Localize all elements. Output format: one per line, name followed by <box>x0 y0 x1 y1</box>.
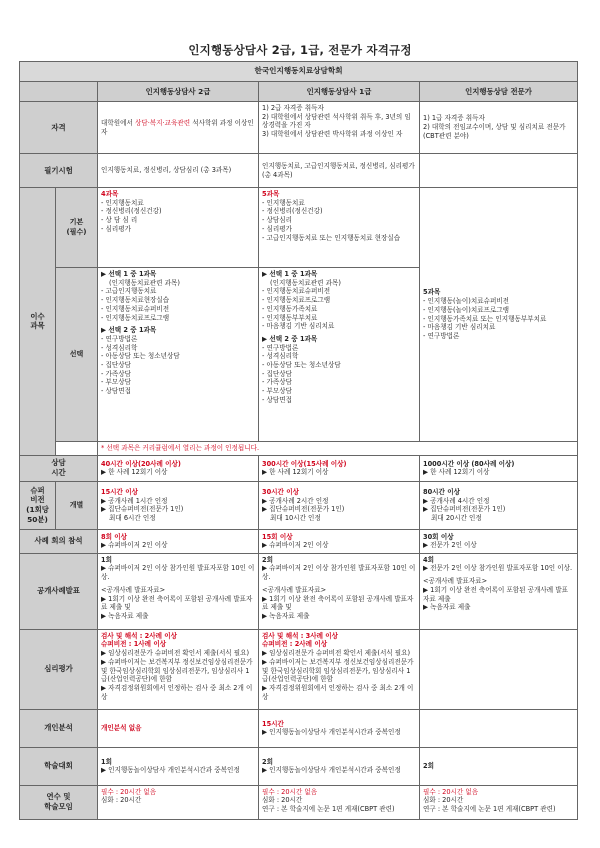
course-item: - 인지행동치료 <box>262 198 305 207</box>
supervision-detail: ▶ 집단슈퍼비전(전문가 1인) <box>101 505 184 514</box>
qual-item: 1) 2급 자격증 취득자 <box>262 104 324 112</box>
supervision-detail: ▶ 집단슈퍼비전(전문가 1인) <box>423 505 506 514</box>
counsel-hours: 1000시간 이상 (80사례 이상) <box>423 459 515 468</box>
conference-level2 <box>98 747 259 785</box>
course-item: - 인지행동치료프로그램 <box>101 313 170 322</box>
meeting-detail: ▶ 전문가 2인 이상 <box>423 541 477 550</box>
assessment-expert <box>420 629 578 709</box>
qual-text-highlight: 상담·복지·교육관련 <box>134 118 191 127</box>
course-item: - 고급인지행동치료 <box>101 287 157 296</box>
assessment-row <box>20 629 578 709</box>
exam-level1: 인지행동치료, 고급인지행동치료, 정신병리, 심리평가 (총 4과목) <box>259 154 420 188</box>
research-label-line1: 연수 및 <box>46 792 71 802</box>
course-item: - 정신병리(정신건강) <box>101 207 162 216</box>
courses-label-line1: 이수 <box>30 311 45 321</box>
qualification-level2 <box>98 102 259 154</box>
analysis-label: 개인분석 <box>20 709 98 747</box>
presentation-level1 <box>259 553 420 629</box>
course-item: - 심리평가 <box>262 224 292 233</box>
counsel-level2 <box>98 455 259 481</box>
presentation-level2 <box>98 553 259 629</box>
research-level1 <box>259 785 420 819</box>
elective-group-title: ▶ 선택 2 중 1과목 <box>101 326 157 335</box>
assessment-requirement: 검사 및 해석 : 3사례 이상 <box>262 631 339 640</box>
org-row <box>20 62 578 82</box>
elective-note-row <box>20 442 578 456</box>
presentation-count: 4회 <box>423 555 434 564</box>
supervision-label <box>20 481 56 529</box>
presentation-count: 2회 <box>262 555 273 564</box>
presentation-detail: ▶ 녹음자료 제출 <box>262 611 310 620</box>
course-item: - 집단상담 <box>262 369 292 378</box>
presentation-detail: ▶ 슈퍼바이저 2인 이상 참가인원 발표자포함 10인 이상. <box>101 564 255 582</box>
research-required: 필수 : 20시간 없음 <box>101 787 157 796</box>
course-item: - 인지행동치료슈퍼비전 <box>101 304 170 313</box>
supervision-expert <box>420 481 578 529</box>
counsel-label-line2: 시간 <box>51 468 66 478</box>
counsel-detail: ▶ 한 사례 12회기 이상 <box>101 468 168 477</box>
supervision-detail: ▶ 공개사례 4시간 인정 <box>423 496 490 505</box>
meeting-level1 <box>259 529 420 553</box>
qual-text-a: 대학원에서 <box>101 118 135 127</box>
basic-course-row <box>20 188 578 268</box>
course-item: - 집단상담 <box>101 361 131 370</box>
course-item: - 심리평가 <box>101 224 131 233</box>
presentation-detail: ▶ 녹음자료 제출 <box>101 611 149 620</box>
course-item: - 부모상담 <box>101 378 131 387</box>
course-item: - 인지행동(놀이)치료슈퍼비전 <box>423 297 510 306</box>
courses-expert <box>420 188 578 442</box>
supervision-label-line: (1회당 <box>26 505 49 515</box>
presentation-materials-title: <공개사례 발표자료> <box>423 577 488 586</box>
course-item: - 아동상담 또는 청소년상담 <box>101 352 180 361</box>
research-label-line2: 학술모임 <box>44 802 73 812</box>
elective-group-note: (인지행동치료관련 과목) <box>109 278 180 287</box>
assessment-detail: ▶ 임상심리전문가 슈퍼비전 확인서 제출(서식 필요) <box>101 649 250 658</box>
analysis-level1 <box>259 709 420 747</box>
supervision-level2 <box>98 481 259 529</box>
meeting-expert <box>420 529 578 553</box>
qualification-expert <box>420 102 578 154</box>
supervision-sub-label: 개별 <box>56 481 98 529</box>
elective-level1 <box>259 268 420 442</box>
course-item: - 가족상담 <box>101 369 131 378</box>
qualification-row <box>20 102 578 154</box>
assessment-level1 <box>259 629 420 709</box>
course-item: - 마음챙김 기반 심리치료 <box>262 322 335 331</box>
course-item: - 마음챙김 기반 심리치료 <box>423 323 496 332</box>
course-item: - 가족상담 <box>262 378 292 387</box>
supervision-label-line: 비전 <box>30 495 45 505</box>
header-expert: 인지행동상담 전문가 <box>420 82 578 102</box>
course-item: - 인지행동(놀이)치료프로그램 <box>423 305 510 314</box>
supervision-hours: 15시간 이상 <box>101 487 138 496</box>
basic-level2 <box>98 188 259 268</box>
counsel-hours: 40시간 이상(20사례 이상) <box>101 459 181 468</box>
course-item: - 성격심리학 <box>101 343 138 352</box>
elective-note: * 선택 과목은 커리큘럼에서 열리는 과정이 인정됩니다. <box>98 442 578 456</box>
analysis-expert <box>420 709 578 747</box>
exam-expert <box>420 154 578 188</box>
counsel-expert <box>420 455 578 481</box>
research-required: 필수 : 20시간 없음 <box>423 787 479 796</box>
assessment-requirement: 슈퍼비전 : 2사례 이상 <box>262 640 328 649</box>
presentation-detail: ▶ 1회기 이상 완전 축어록이 포함된 공개사례 발표자료 제출 <box>423 585 568 603</box>
courses-label-line2: 과목 <box>30 321 45 331</box>
exam-row <box>20 154 578 188</box>
course-item: - 아동상담 또는 청소년상담 <box>262 361 341 370</box>
conference-level1 <box>259 747 420 785</box>
course-item: - 인지행동치료현장실습 <box>101 296 170 305</box>
course-item: - 상담면접 <box>262 395 292 404</box>
basic-label-line2: (필수) <box>66 227 87 236</box>
meeting-level2 <box>98 529 259 553</box>
analysis-row <box>20 709 578 747</box>
assessment-level2 <box>98 629 259 709</box>
qualification-table <box>19 61 578 820</box>
course-item: - 성격심리학 <box>262 352 299 361</box>
assessment-detail: ▶ 슈퍼바이저는 보건복지부 정신보건임상심리전문가 및 한국임상심리학회 임상심리전문가, 임상심리사 1급(산업인력공단)에 한함 <box>262 657 414 684</box>
basic-label-line1: 기본 <box>69 218 84 227</box>
exam-level2: 인지행동치료, 정신병리, 상담심리 (총 3과목) <box>98 154 259 188</box>
qual-text-c: 석사학위 과정 이상인 자 <box>101 118 254 136</box>
supervision-level1 <box>259 481 420 529</box>
supervision-detail: 최대 6시간 인정 <box>109 513 156 522</box>
assessment-detail: ▶ 자격검정위원회에서 인정하는 검사 중 최소 2개 이상 <box>262 683 414 701</box>
presentation-materials-title: <공개사례 발표자료> <box>262 585 327 594</box>
assessment-detail: ▶ 자격검정위원회에서 인정하는 검사 중 최소 2개 이상 <box>101 683 253 701</box>
course-count: 5과목 <box>423 288 441 297</box>
course-item: - 부모상담 <box>262 387 292 396</box>
meeting-detail: ▶ 슈퍼바이저 2인 이상 <box>101 541 168 550</box>
presentation-expert <box>420 553 578 629</box>
counsel-label <box>20 455 98 481</box>
presentation-count: 1회 <box>101 555 112 564</box>
qual-item: 1) 1급 자격증 취득자 <box>423 114 485 123</box>
presentation-detail: ▶ 녹음자료 제출 <box>423 603 471 612</box>
presentation-row <box>20 553 578 629</box>
elective-group-title: ▶ 선택 2 중 1과목 <box>262 334 318 343</box>
conference-count: 2회 <box>262 757 273 766</box>
research-expert <box>420 785 578 819</box>
meeting-count: 8회 이상 <box>101 532 127 541</box>
presentation-materials-title: <공개사례 발표자료> <box>101 585 166 594</box>
research-required: 필수 : 20시간 없음 <box>262 787 318 796</box>
meeting-label: 사례 회의 참석 <box>20 529 98 553</box>
presentation-detail: ▶ 1회기 이상 완전 축어록이 포함된 공개사례 발표자료 제출 및 <box>262 594 414 612</box>
conference-detail: ▶ 인지행동놀이상담사 개인분석시간과 중복인정 <box>101 766 240 775</box>
supervision-label-line: 슈퍼 <box>30 485 45 495</box>
research-paper: 연구 : 본 학술지에 논문 1편 게재(CBPT 관련) <box>262 805 395 814</box>
exam-label: 필기시험 <box>20 154 98 188</box>
supervision-detail: 최대 10시간 인정 <box>270 513 321 522</box>
qual-item: 2) 대학원에서 상담관련 석사학위 취득 후, 3년의 임상경력을 가진 자 <box>262 112 411 130</box>
supervision-detail: ▶ 집단슈퍼비전(전문가 1인) <box>262 505 345 514</box>
analysis-detail: ▶ 인지행동놀이상담사 개인분석시간과 중복인정 <box>262 728 401 737</box>
header-level1: 인지행동상담사 1급 <box>259 82 420 102</box>
course-item: - 인지행동치료프로그램 <box>262 296 331 305</box>
header-blank <box>20 82 98 102</box>
counsel-hours: 300시간 이상(15사례 이상) <box>262 459 347 468</box>
assessment-requirement: 슈퍼비전 : 1사례 이상 <box>101 640 167 649</box>
course-item: - 상담심리 <box>262 216 292 225</box>
counsel-label-line1: 상담 <box>51 458 66 468</box>
assessment-requirement: 검사 및 해석 : 2사례 이상 <box>101 631 178 640</box>
course-item: - 고급인지행동치료 또는 인지행동치료 현장실습 <box>262 233 401 242</box>
course-count: 4과목 <box>101 190 119 198</box>
conference-label: 학술대회 <box>20 747 98 785</box>
conference-count: 1회 <box>101 757 112 766</box>
research-label <box>20 785 98 819</box>
elective-label: 선택 <box>56 268 98 442</box>
counsel-level1 <box>259 455 420 481</box>
conference-detail: ▶ 인지행동놀이상담사 개인분석시간과 중복인정 <box>262 766 401 775</box>
presentation-label: 공개사례발표 <box>20 553 98 629</box>
course-item: - 연구방법론 <box>423 331 460 340</box>
assessment-detail: ▶ 슈퍼바이저는 보건복지부 정신보건임상심리전문가 및 한국임상심리학회 임상심리전문가, 임상심리사 1급(산업인력공단)에 한함 <box>101 657 253 684</box>
course-item: - 정신병리(정신건강) <box>262 207 323 216</box>
supervision-detail: ▶ 공개사례 1시간 인정 <box>101 496 168 505</box>
research-advanced: 심화 : 20시간 <box>423 796 464 805</box>
research-level2 <box>98 785 259 819</box>
research-row <box>20 785 578 819</box>
assessment-detail: ▶ 임상심리전문가 슈퍼비전 확인서 제출(서식 필요) <box>262 649 411 658</box>
counsel-detail: ▶ 한 사례 12회기 이상 <box>423 468 490 477</box>
conference-row <box>20 747 578 785</box>
basic-level1 <box>259 188 420 268</box>
supervision-label-line: 50분) <box>27 514 48 524</box>
elective-group-title: ▶ 선택 1 중 1과목 <box>101 270 157 278</box>
qualification-level1 <box>259 102 420 154</box>
supervision-hours: 30시간 이상 <box>262 487 299 496</box>
supervision-detail: 최대 20시간 인정 <box>431 513 482 522</box>
page-title: 인지행동상담사 2급, 1급, 전문가 자격규정 <box>188 43 412 57</box>
research-paper: 연구 : 본 학술지에 논문 1편 게재(CBPT 관련) <box>423 805 556 814</box>
course-item: - 상 담 심 리 <box>101 216 138 225</box>
course-item: - 연구방법론 <box>262 343 299 352</box>
supervision-row <box>20 481 578 529</box>
assessment-label: 심리평가 <box>20 629 98 709</box>
presentation-detail: ▶ 1회기 이상 완전 축어록이 포함된 공개사례 발표자료 제출 및 <box>101 594 253 612</box>
course-item: - 인지행동부부치료 <box>262 313 318 322</box>
qual-item: 2) 대학의 전임교수이며, 상담 및 심리치료 전문가(CBT관련 분야) <box>423 123 566 140</box>
course-item: - 인지행동치료 <box>101 198 144 207</box>
meeting-detail: ▶ 슈퍼바이저 2인 이상 <box>262 541 329 550</box>
supervision-detail: ▶ 공개사례 2시간 인정 <box>262 496 329 505</box>
research-advanced: 심화 : 20시간 <box>262 796 303 805</box>
research-advanced: 심화 : 20시간 <box>101 796 142 805</box>
elective-group-title: ▶ 선택 1 중 1과목 <box>262 270 318 278</box>
presentation-detail: ▶ 슈퍼바이저 2인 이상 참가인원 발표자포함 10인 이상. <box>262 564 416 582</box>
supervision-hours: 80시간 이상 <box>423 487 460 496</box>
qual-item: 3) 대학원에서 상담관련 박사학위 과정 이상인 자 <box>262 130 403 139</box>
presentation-detail: ▶ 전문가 2인 이상 참가인원 발표자포함 10인 이상. <box>423 564 573 573</box>
course-item: - 상담면접 <box>101 387 131 396</box>
header-row <box>20 82 578 102</box>
meeting-row <box>20 529 578 553</box>
course-item: - 연구방법론 <box>101 334 138 343</box>
course-item: - 인지행동치료슈퍼비전 <box>262 287 331 296</box>
meeting-count: 15회 이상 <box>262 532 293 541</box>
meeting-count: 30회 이상 <box>423 532 454 541</box>
course-item: - 인지행동가족치료 <box>262 304 318 313</box>
counsel-detail: ▶ 한 사례 12회기 이상 <box>262 468 329 477</box>
course-count: 5과목 <box>262 190 280 198</box>
counsel-row <box>20 455 578 481</box>
elective-group-note: (인지행동치료관련 과목) <box>270 278 341 287</box>
org-name: 한국인지행동치료상담학회 <box>20 62 578 82</box>
course-item: - 인지행동가족치료 또는 인지행동부부치료 <box>423 314 547 323</box>
header-level2: 인지행동상담사 2급 <box>98 82 259 102</box>
basic-label <box>56 188 98 268</box>
conference-expert: 2회 <box>420 747 578 785</box>
elective-level2 <box>98 268 259 442</box>
note-blank <box>56 442 98 456</box>
analysis-level2: 개인분석 없음 <box>98 709 259 747</box>
qualification-label: 자격 <box>20 102 98 154</box>
courses-label <box>20 188 56 456</box>
analysis-hours: 15시간 <box>262 719 284 728</box>
